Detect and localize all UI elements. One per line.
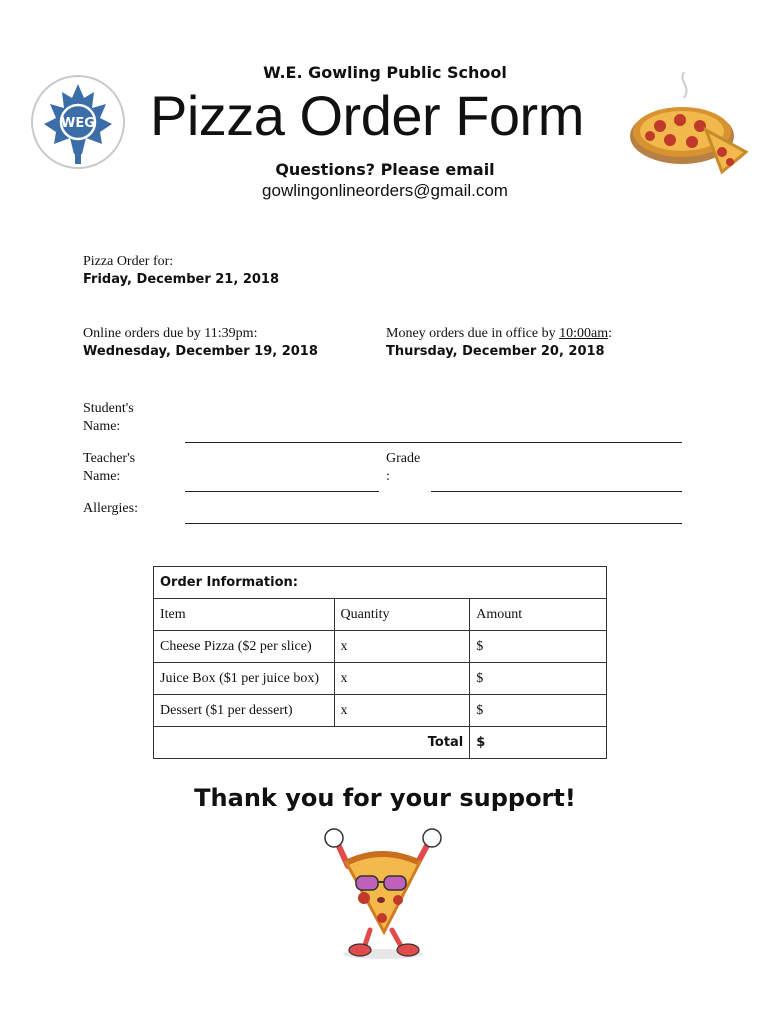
total-value[interactable]: $ — [470, 727, 607, 759]
pizza-mascot-image — [318, 826, 448, 962]
money-due-time: 10:00am — [559, 326, 609, 341]
table-heading-row — [154, 567, 607, 599]
table-heading: Order Information: — [154, 567, 607, 599]
table-row — [154, 695, 607, 727]
teacher-name-label: Teacher's Name: — [83, 451, 136, 484]
table-row — [154, 631, 607, 663]
quantity-cell[interactable]: x — [334, 663, 470, 695]
student-name-field[interactable] — [185, 442, 682, 443]
contact-email: gowlingonlineorders@gmail.com — [262, 181, 508, 200]
grade-label: Grade : — [386, 451, 421, 484]
school-name: W.E. Gowling Public School — [263, 63, 507, 82]
amount-cell[interactable]: $ — [470, 695, 607, 727]
amount-cell[interactable]: $ — [470, 631, 607, 663]
item-cell: Juice Box ($1 per juice box) — [154, 663, 335, 695]
page-title: Pizza Order Form — [150, 84, 584, 147]
quantity-cell[interactable]: x — [334, 631, 470, 663]
total-label: Total — [154, 727, 470, 759]
school-logo — [30, 74, 126, 170]
table-row — [154, 663, 607, 695]
allergies-label: Allergies: — [83, 501, 138, 516]
logo-text: WEG — [61, 116, 95, 131]
total-row — [154, 727, 607, 759]
table-header-row — [154, 599, 607, 631]
order-for-label: Pizza Order for: — [83, 254, 174, 269]
online-due-label: Online orders due by 11:39pm: — [83, 326, 258, 341]
column-header-item: Item — [154, 599, 335, 631]
quantity-cell[interactable]: x — [334, 695, 470, 727]
teacher-name-field[interactable] — [185, 491, 379, 492]
order-table — [153, 566, 607, 759]
column-header-amount: Amount — [470, 599, 607, 631]
questions-text: Questions? Please email — [275, 160, 495, 179]
thank-you-text: Thank you for your support! — [194, 784, 576, 812]
allergies-field[interactable] — [185, 523, 682, 524]
money-due-suffix: : — [608, 326, 613, 341]
money-due-label — [386, 325, 612, 343]
money-due-prefix: Money orders due in office by — [386, 326, 560, 341]
online-due-date: Wednesday, December 19, 2018 — [83, 344, 318, 359]
amount-cell[interactable]: $ — [470, 663, 607, 695]
item-cell: Cheese Pizza ($2 per slice) — [154, 631, 335, 663]
column-header-quantity: Quantity — [334, 599, 470, 631]
student-name-label: Student's Name: — [83, 401, 134, 434]
order-for-date: Friday, December 21, 2018 — [83, 272, 279, 287]
money-due-date: Thursday, December 20, 2018 — [386, 344, 605, 359]
item-cell: Dessert ($1 per dessert) — [154, 695, 335, 727]
grade-field[interactable] — [431, 491, 682, 492]
